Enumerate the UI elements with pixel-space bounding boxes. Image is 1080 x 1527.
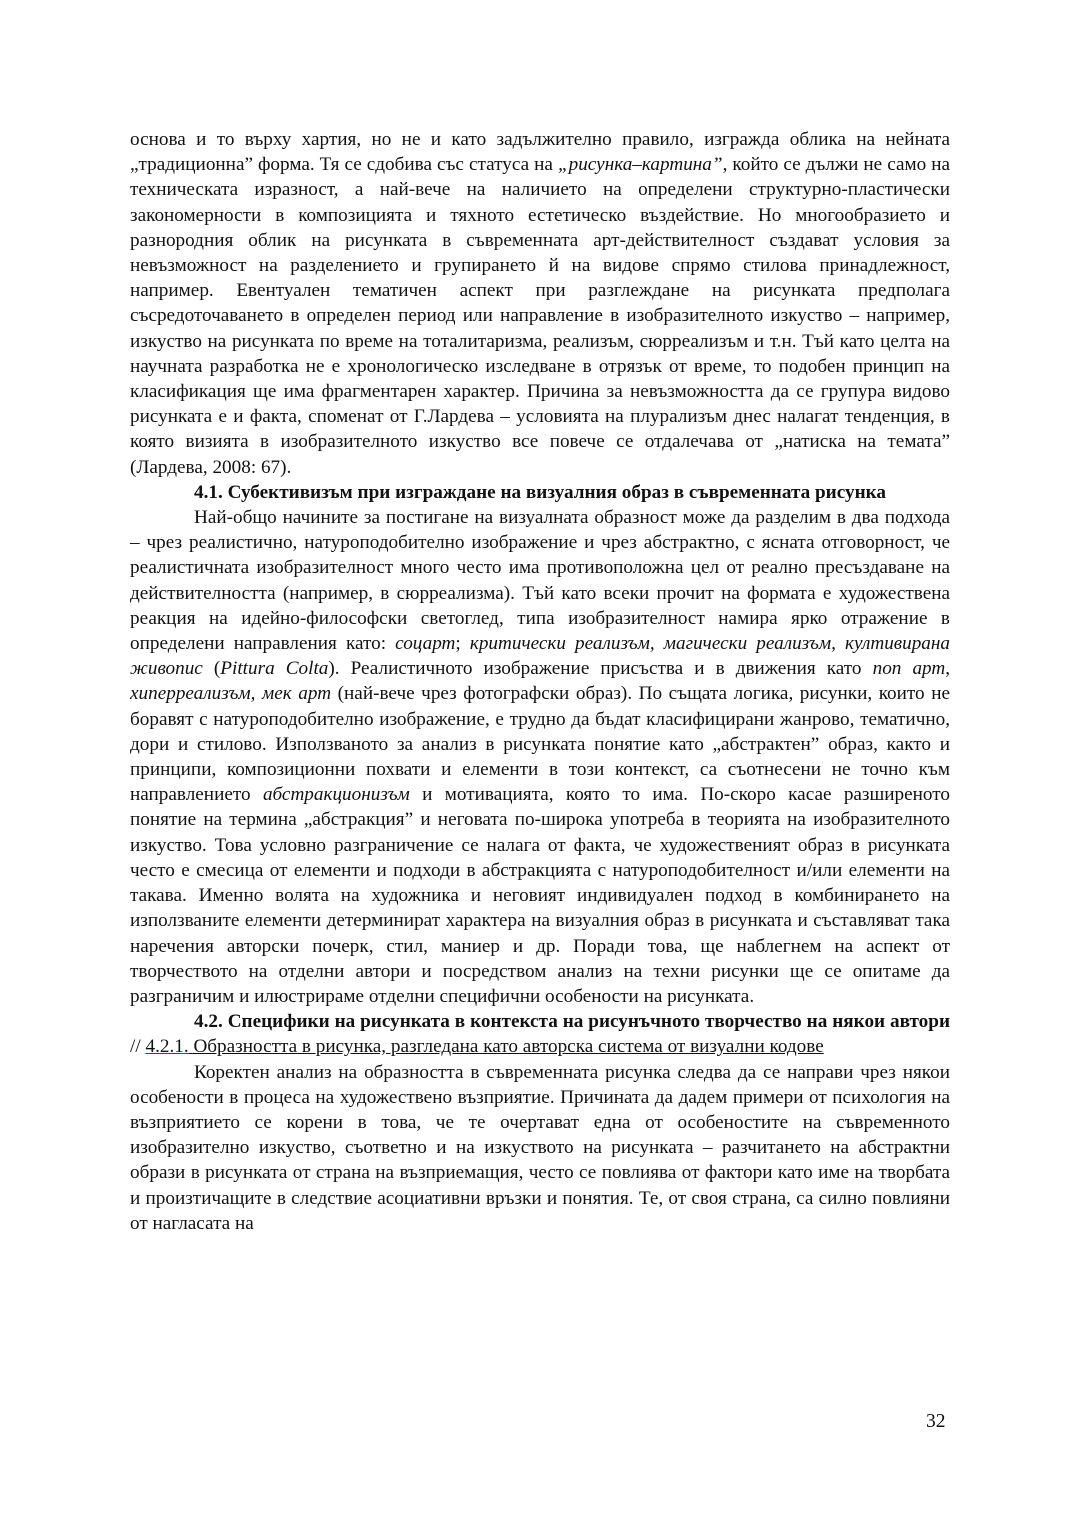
heading-bold: 4.2. Специфики на рисунката в контекста на рисунъчното творчество на някои автори [194, 1011, 950, 1033]
italic-term: критически реализъм, магически реализъм, култивирана живопис [130, 633, 951, 680]
text-run: (най-вече чрез фотографски образ). По същата логика, рисунки, които не боравят с натуроподобително изображение, е трудно да бъдат класифицирани жанрово, тематично, дори и стилово. Използваното за анализ в рисунката понятие като „абстрактен” образ, както и принципи, композиционни похвати и елементи в този контекст, са съотнесени не точно към направлението [130, 683, 950, 806]
text-run: основа и то върху хартия, но не и като задължително правило, изгражда облика на нейната „традиционна” форма. Тя се сдобива със статуса на [130, 129, 950, 176]
italic-term: Pittura Colta [220, 658, 329, 680]
italic-term: хиперреализъм, мек арт [130, 683, 332, 705]
italic-term: поп арт [872, 658, 946, 680]
section-heading-4-1: 4.1. Субективизъм при изграждане на визуалния образ в съвременната рисунка [194, 481, 886, 503]
text-run: Най-общо начините за постигане на визуалната образност може да разделим в два подхода – чрез реалистично, натуроподобително изображение и чрез абстрактно, с ясната отговорност, че реалистичната изобразителност много често има противоположна цел от реално пресъздаване на действителността (например, в сюрреализма). Тъй като всеки прочит на формата е художествена реакция на идейно-философски светоглед, типа изобразителност намира ярко отражение в определени направления като: [130, 507, 950, 655]
italic-term: „рисунка–картина” [557, 154, 723, 176]
text-run: ; [455, 633, 470, 655]
italic-term: абстракционизъм [262, 784, 410, 806]
text-run: , [945, 658, 951, 680]
section-heading-4-2 [130, 1009, 950, 1059]
italic-term: соцарт [395, 633, 456, 655]
text-run: , който се дължи не само на техническата изразност, а най-вече на наличието на определени структурно-пластически закономерности в композицията и тяхното естетическо въздействие. Но многообразието и разнородния облик на рисунката в съвременната арт-действителност създават условия за невъзможност на разделението и групирането й на видове спрямо стилова принадлежност, например. Евентуален тематичен аспект при разглеждане на рисунката предполага съсредоточаването в определен период или направление в изобразителното изкуство – например, изкуство на рисунката по време на тоталитаризма, реализъм, сюрреализъм и т.н. Тъй като целта на научната разработка не е хронологическо изследване в отрязък от време, то подобен принцип на класификация ще има фрагментарен характер. Причина за невъзможността да се групура видово рисунката е и факта, споменат от Г.Лардева – условията на плурализъм днес налагат тенденция, в която визията в изобразителното изкуство все повече се отдалечава от „натиска на темата” (Лардева, 2008: 67). [130, 154, 951, 478]
text-run: ( [202, 658, 221, 680]
document-page [130, 127, 950, 1236]
paragraph-perception: Коректен анализ на образността в съвременната рисунка следва да се направи чрез някои особености в процеса на художествено възприятие. Причината да дадем примери от психология на възприятието се корени в това, че те очертават една от особеностите на съвременното изобразително изкуство, съответно и на изкуството на рисунката – разчитането на абстрактни образи в рисунката от страна на възприемащия, често се повлиява от фактори като име на творбата и произтичащите в следствие асоциативни връзки и понятия. Те, от своя страна, са силно повлияни от нагласата на [130, 1061, 950, 1234]
subheading-title: Образността в рисунка, разгледана като авторска система от визуални кодове [188, 1036, 824, 1058]
page-number: 32 [926, 1411, 946, 1432]
paragraph-continuation [130, 127, 950, 480]
subheading-number: 4.2.1. [145, 1036, 189, 1058]
text-run: и мотивацията, която то има. По-скоро касае разширеното понятие на термина „абстракция” и неговата по-широка употреба в теорията на изобразителното изкуство. Това условно разграничение се налага от факта, че художественият образ в рисунката често е смесица от елементи и подходи в абстракцията с натуроподобителност и/или елементи на такава. Именно волята на художника и неговият индивидуален подход в комбинирането на използваните елементи детерминират характера на визуалния образ в рисунката и съставляват така наречения авторски почерк, стил, маниер и др. Поради това, ще наблегнем на аспект от творчеството на отделни автори и посредством анализ на техни рисунки ще се опитаме да разграничим и илюстрираме отделни специфични особености на рисунката. [130, 784, 950, 1007]
heading-separator: // [130, 1036, 146, 1058]
text-run: ). Реалистичното изображение присъства и в движения като [328, 658, 873, 680]
paragraph-visual-imagery [130, 505, 950, 1009]
